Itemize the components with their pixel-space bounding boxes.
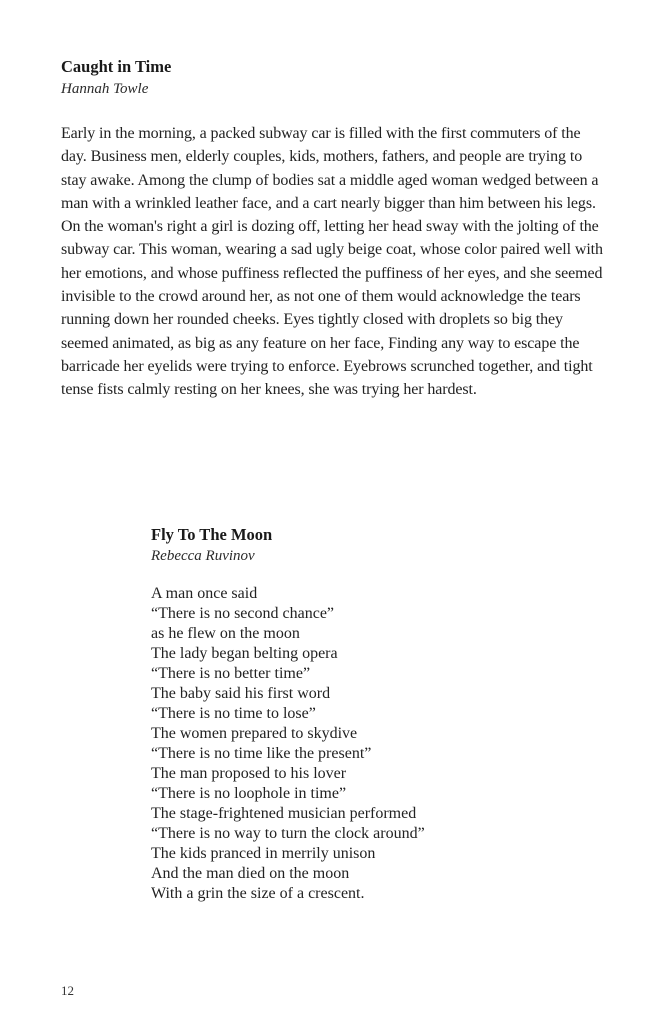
- poem-title: Fly To The Moon: [151, 525, 273, 544]
- poem-line: The kids pranced in merrily unison: [151, 845, 376, 862]
- poem-line: And the man died on the moon: [151, 865, 350, 882]
- poem-line: “There is no way to turn the clock around”: [151, 825, 425, 842]
- poem-line: “There is no time to lose”: [151, 705, 316, 722]
- poem-line: The stage-frightened musician performed: [151, 805, 417, 822]
- story-author: Hannah Towle: [61, 81, 149, 97]
- poem-line: The lady began belting opera: [151, 645, 338, 662]
- poem-line: The baby said his first word: [151, 685, 331, 702]
- poem-line: “There is no second chance”: [151, 605, 335, 622]
- poem-line: A man once said: [151, 585, 258, 602]
- poem-line: “There is no better time”: [151, 665, 311, 682]
- poem-author: Rebecca Ruvinov: [151, 548, 255, 564]
- story-section: [61, 56, 606, 402]
- poem-line: “There is no loophole in time”: [151, 785, 347, 802]
- poem-line: With a grin the size of a crescent.: [151, 885, 365, 902]
- poem-line: The women prepared to skydive: [151, 725, 358, 742]
- poem-line: “There is no time like the present”: [151, 745, 372, 762]
- poem-line: The man proposed to his lover: [151, 765, 347, 782]
- poem-section: [151, 524, 551, 904]
- story-title: Caught in Time: [61, 57, 172, 76]
- poem-stanza: [151, 584, 551, 904]
- story-paragraph: Early in the morning, a packed subway car is filled with the first commuters of the day. Business men, elderly couples, kids, mothers, fathers, and people are trying to stay awake. Among the clump of bodies sat a middle aged woman wedged between a man with a wrinkled leather face, and a cart nearly bigger than him between his legs. On the woman's right a girl is dozing off, letting her head sway with the jolting of the subway car. This woman, wearing a sad ugly beige coat, whose color paired well with her emotions, and whose puffiness reflected the puffiness of her eyes, and she seemed invisible to the crowd around her, as not one of them would acknowledge the tears running down her rounded cheeks. Eyes tightly closed with droplets so big they seemed animated, as big as any feature on her face, Finding any way to escape the barricade her eyelids were trying to enforce. Eyebrows scrunched together, and tight tense fists calmly resting on her knees, she was trying her hardest.: [61, 125, 603, 399]
- poem-line: as he flew on the moon: [151, 625, 300, 642]
- page-number: 12: [61, 983, 74, 998]
